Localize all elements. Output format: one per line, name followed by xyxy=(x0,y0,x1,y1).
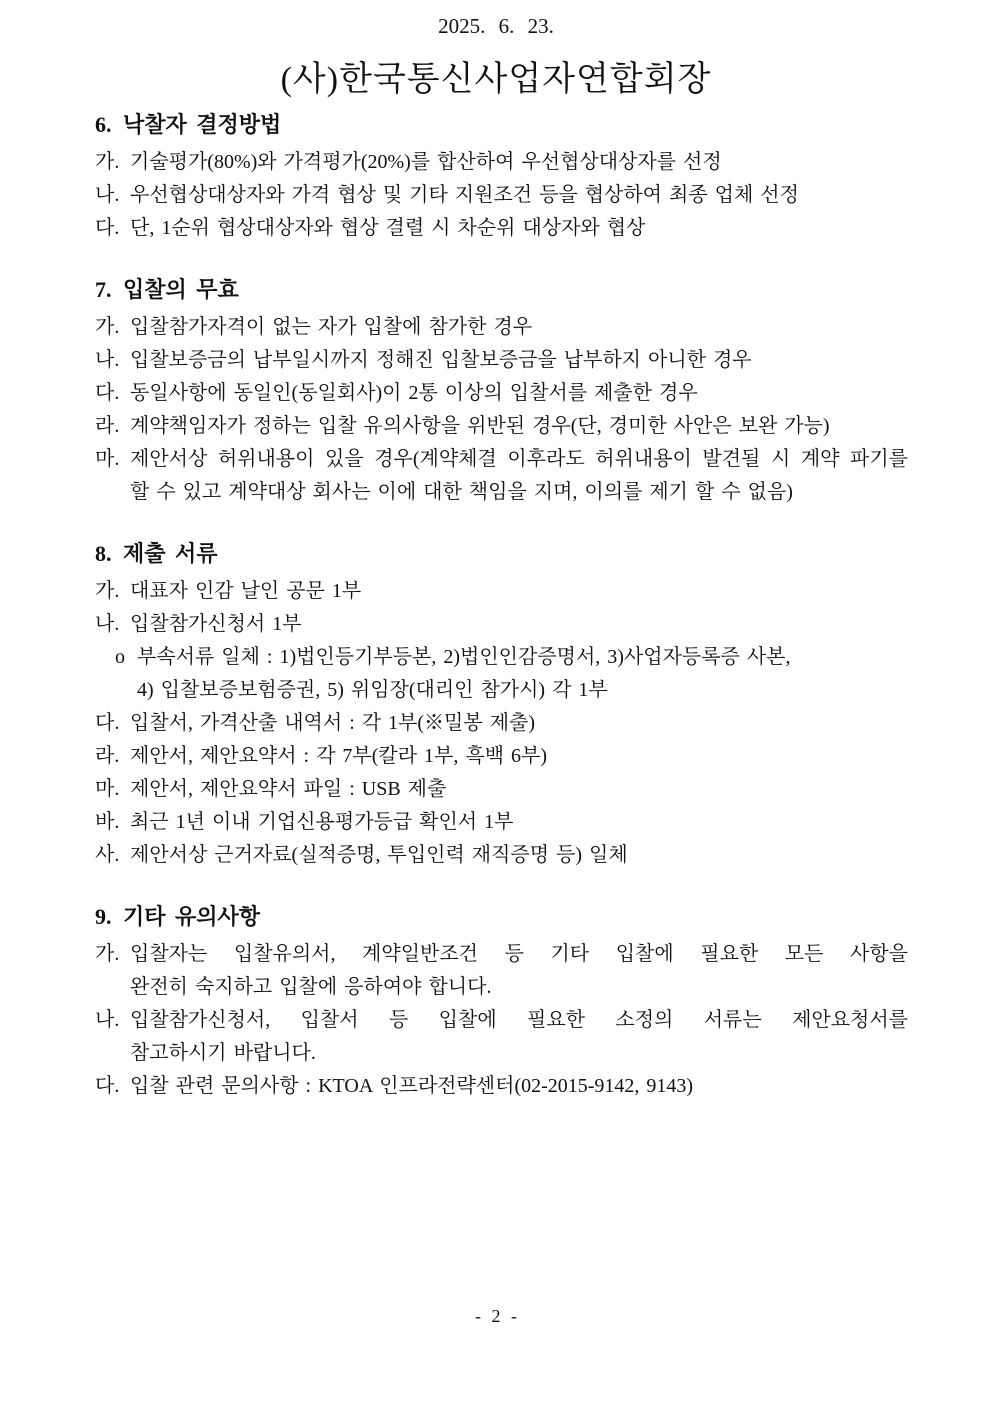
item-label: 마. xyxy=(95,778,120,800)
list-item-line xyxy=(95,740,908,773)
item-label: 다. xyxy=(95,1075,120,1097)
section-title: 기타 유의사항 xyxy=(123,904,261,929)
section-number: 8. xyxy=(95,541,112,566)
item-text: 입찰참가신청서 1부 xyxy=(130,613,302,635)
item-text: 제안서상 허위내용이 있을 경우(계약체결 이후라도 허위내용이 발견될 시 계약 파기를 xyxy=(130,448,908,470)
item-label: 나. xyxy=(95,1009,120,1031)
item-text: 입찰보증금의 납부일시까지 정해진 입찰보증금을 납부하지 아니한 경우 xyxy=(130,349,752,371)
item-text: 최근 1년 이내 기업신용평가등급 확인서 1부 xyxy=(130,811,514,833)
item-label xyxy=(95,971,130,1004)
item-label: 마. xyxy=(95,448,120,470)
item-label: 나. xyxy=(95,349,120,371)
item-label xyxy=(95,476,130,509)
list-item-line xyxy=(95,938,908,971)
item-label: 라. xyxy=(95,745,120,767)
item-label: o xyxy=(115,646,125,668)
section-title: 제출 서류 xyxy=(123,541,218,566)
item-label: 라. xyxy=(95,415,120,437)
item-text: 입찰서, 가격산출 내역서 : 각 1부(※밀봉 제출) xyxy=(130,712,535,734)
item-label xyxy=(115,674,137,707)
item-text: 부속서류 일체 : 1)법인등기부등본, 2)법인인감증명서, 3)사업자등록증 사본, xyxy=(137,646,791,668)
list-item-line xyxy=(95,773,908,806)
list-item-line xyxy=(95,443,908,476)
list-item-line xyxy=(95,806,908,839)
section-9 xyxy=(95,902,908,1103)
section-heading xyxy=(95,539,908,569)
item-text: 동일사항에 동일인(동일회사)이 2통 이상의 입찰서를 제출한 경우 xyxy=(130,382,698,404)
list-item-line xyxy=(95,1037,908,1070)
item-label: 가. xyxy=(95,943,120,965)
item-text: 할 수 있고 계약대상 회사는 이에 대한 책임을 지며, 이의를 제기 할 수 없음) xyxy=(130,481,793,503)
document-date: 2025. 6. 23. xyxy=(438,14,554,38)
section-number: 9. xyxy=(95,904,112,929)
list-item-line xyxy=(95,608,908,641)
section-heading xyxy=(95,110,908,140)
item-text: 입찰참가신청서, 입찰서 등 입찰에 필요한 소정의 서류는 제안요청서를 xyxy=(130,1009,908,1031)
page-number: - 2 - xyxy=(475,1306,517,1326)
item-text: 대표자 인감 날인 공문 1부 xyxy=(130,580,362,602)
item-label: 다. xyxy=(95,217,120,239)
list-item-line xyxy=(95,377,908,410)
item-text: 입찰참가자격이 없는 자가 입찰에 참가한 경우 xyxy=(130,316,533,338)
item-text: 제안서, 제안요약서 파일 : USB 제출 xyxy=(130,778,447,800)
item-label: 사. xyxy=(95,844,120,866)
item-label: 가. xyxy=(95,580,120,602)
list-item-line xyxy=(95,146,908,179)
item-label: 바. xyxy=(95,811,120,833)
item-text: 완전히 숙지하고 입찰에 응하여야 합니다. xyxy=(130,976,492,998)
item-text: 참고하시기 바랍니다. xyxy=(130,1042,316,1064)
section-number: 6. xyxy=(95,112,112,137)
document-body xyxy=(95,110,908,1133)
section-title: 입찰의 무효 xyxy=(123,277,239,302)
item-text: 우선협상대상자와 가격 협상 및 기타 지원조건 등을 협상하여 최종 업체 선정 xyxy=(130,184,799,206)
item-label: 가. xyxy=(95,151,120,173)
list-item-line xyxy=(95,410,908,443)
list-item-line xyxy=(95,641,908,674)
list-item-line xyxy=(95,179,908,212)
list-item-line xyxy=(95,707,908,740)
item-text: 제안서, 제안요약서 : 각 7부(칼라 1부, 흑백 6부) xyxy=(130,745,547,767)
list-item-line xyxy=(95,344,908,377)
item-label: 다. xyxy=(95,382,120,404)
section-title: 낙찰자 결정방법 xyxy=(123,112,282,137)
item-text: 기술평가(80%)와 가격평가(20%)를 합산하여 우선협상대상자를 선정 xyxy=(130,151,722,173)
item-label: 가. xyxy=(95,316,120,338)
list-item-line xyxy=(95,839,908,872)
item-text: 단, 1순위 협상대상자와 협상 결렬 시 차순위 대상자와 협상 xyxy=(130,217,646,239)
item-label: 나. xyxy=(95,613,120,635)
item-text: 계약책임자가 정하는 입찰 유의사항을 위반된 경우(단, 경미한 사안은 보완 가능) xyxy=(130,415,830,437)
section-heading xyxy=(95,275,908,305)
list-item-line xyxy=(95,311,908,344)
section-7 xyxy=(95,275,908,509)
item-label xyxy=(95,1037,130,1070)
list-item-line xyxy=(95,674,908,707)
list-item-line xyxy=(95,212,908,245)
item-text: 입찰자는 입찰유의서, 계약일반조건 등 기타 입찰에 필요한 모든 사항을 xyxy=(130,943,908,965)
list-item-line xyxy=(95,971,908,1004)
list-item-line xyxy=(95,1070,908,1103)
section-heading xyxy=(95,902,908,932)
item-label: 나. xyxy=(95,184,120,206)
item-text: 입찰 관련 문의사항 : KTOA 인프라전략센터(02-2015-9142, 9143) xyxy=(130,1075,694,1097)
section-6 xyxy=(95,110,908,245)
section-8 xyxy=(95,539,908,872)
item-text: 4) 입찰보증보험증권, 5) 위임장(대리인 참가시) 각 1부 xyxy=(137,679,608,701)
item-text: 제안서상 근거자료(실적증명, 투입인력 재직증명 등) 일체 xyxy=(130,844,628,866)
item-label: 다. xyxy=(95,712,120,734)
list-item-line xyxy=(95,575,908,608)
list-item-line xyxy=(95,1004,908,1037)
signature-line: (사)한국통신사업자연합회장 xyxy=(280,61,712,98)
section-number: 7. xyxy=(95,277,112,302)
list-item-line xyxy=(95,476,908,509)
